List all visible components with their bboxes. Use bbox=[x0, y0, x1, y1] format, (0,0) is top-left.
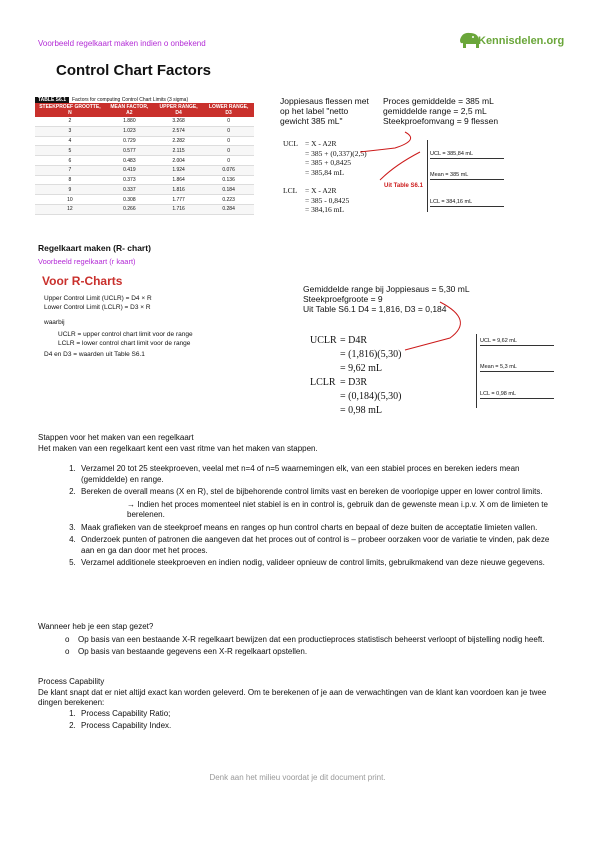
table-cell: 5 bbox=[35, 146, 105, 156]
table-body bbox=[35, 117, 254, 214]
list-item: o Op basis van een bestaande X-R regelkaart bewijzen dat een productieproces statistisch beheerst verloopt of bijstelling nodig heeft. bbox=[78, 635, 558, 646]
table-cell: 0.136 bbox=[203, 175, 254, 185]
eq-line: = X - A2R bbox=[305, 139, 337, 148]
list-item: 3. Maak grafieken van de steekproef means en ranges op hun control charts en bepaal of deze buiten de acceptatie limieten vallen. bbox=[78, 523, 558, 534]
list-item: 4. Onderzoek punten of patronen die aangeven dat het proces out of control is – probeer oorzaken voor de variatie te vinden, pak deze aan en ga dan door met het proces. bbox=[78, 535, 558, 556]
r-formula-line: UCLR = upper control chart limit voor de range bbox=[58, 331, 193, 338]
table-header: UPPER RANGE, D4 bbox=[154, 103, 203, 117]
r-box-title: Voor R-Charts bbox=[42, 274, 123, 288]
list-item: 1. Process Capability Ratio; bbox=[78, 709, 558, 720]
table-cell: 1.716 bbox=[154, 205, 203, 215]
xbar-lcl-equations bbox=[305, 186, 349, 215]
eq-line: = D3R bbox=[340, 377, 368, 388]
table-header: STEEKPROEF GROOTTE, N bbox=[35, 103, 105, 117]
table-cell: 7 bbox=[35, 165, 105, 175]
chart-axis bbox=[427, 140, 428, 212]
table-cell: 9 bbox=[35, 185, 105, 195]
factors-grid bbox=[35, 103, 254, 215]
table-row bbox=[35, 126, 254, 136]
eq-line: = D4R bbox=[340, 335, 368, 346]
list-item-text: Bereken de overall means (X en R), stel de bijbehorende control limits vast en bereken de voorlopige upper en lower control limits. bbox=[81, 487, 543, 496]
eq-line: = 385 + (0,337)(2,5) bbox=[305, 148, 367, 158]
r-lcl-equations bbox=[340, 376, 401, 418]
lcl-line: LCL = 384,16 mL bbox=[430, 199, 504, 207]
table-row bbox=[35, 165, 254, 175]
anno-line: Steekproefomvang = 9 flessen bbox=[383, 116, 499, 126]
eq-line: = (1,816)(5,30) bbox=[340, 349, 402, 360]
table-cell: 0.266 bbox=[105, 205, 154, 215]
table-cell: 4 bbox=[35, 136, 105, 146]
r-section-link[interactable]: Voorbeeld regelkaart (r kaart) bbox=[38, 257, 136, 266]
anno-line: Steekproefgroote = 9 bbox=[303, 294, 383, 304]
top-link[interactable]: Voorbeeld regelkaart maken indien o onbekend bbox=[38, 39, 206, 48]
table-row bbox=[35, 156, 254, 166]
table-cell: 0.577 bbox=[105, 146, 154, 156]
table-cell: 3 bbox=[35, 126, 105, 136]
table-row bbox=[35, 195, 254, 205]
xbar-ucl-label: UCL bbox=[283, 139, 298, 148]
chart-axis bbox=[476, 334, 477, 408]
table-tag: TABLE S6.1 bbox=[35, 97, 69, 103]
capability-title: Process Capability bbox=[38, 677, 105, 686]
steps-section bbox=[38, 433, 558, 571]
table-cell: 2.004 bbox=[154, 156, 203, 166]
anno-line: Joppiesaus flessen met bbox=[280, 96, 369, 106]
capability-section bbox=[38, 677, 558, 734]
xbar-lcl-label: LCL bbox=[283, 186, 298, 195]
step-note: → Indien het proces momenteel niet stabiel is en in control is, gebruik dan de gewenste mean i.p.v. X om de limieten te berelenen. bbox=[127, 499, 548, 519]
questions-section bbox=[38, 622, 558, 660]
table-cell: 12 bbox=[35, 205, 105, 215]
table-cell: 0.419 bbox=[105, 165, 154, 175]
table-cell: 8 bbox=[35, 175, 105, 185]
list-item: 1. Verzamel 20 tot 25 steekproeven, veelal met n=4 of n=5 waarnemingen elk, van een stabiel proces en bereken ieders mean (gemiddelde) en range. bbox=[78, 464, 558, 485]
table-row bbox=[35, 185, 254, 195]
page-title: Control Chart Factors bbox=[56, 62, 212, 79]
mean-line: Mean = 5,3 mL bbox=[480, 364, 554, 372]
table-cell: 1.864 bbox=[154, 175, 203, 185]
table-cell: 0.483 bbox=[105, 156, 154, 166]
table-row bbox=[35, 205, 254, 215]
table-cell: 0.308 bbox=[105, 195, 154, 205]
eq-line: = 385 - 0,8425 bbox=[305, 195, 350, 205]
list-item: o Op basis van bestaande gegevens een X-R regelkaart opstellen. bbox=[78, 647, 558, 658]
r-formula-line: Upper Control Limit (UCLR) = D4 × R bbox=[44, 295, 152, 302]
table-cell: 0.373 bbox=[105, 175, 154, 185]
xbar-context-right bbox=[383, 96, 498, 126]
r-formula-line: Lower Control Limit (LCLR) = D3 × R bbox=[44, 304, 151, 311]
steps-intro: Het maken van een regelkaart kent een vast ritme van het maken van stappen. bbox=[38, 443, 318, 453]
anno-line: Uit Table S6.1 D4 = 1,816, D3 = 0,184 bbox=[303, 304, 447, 314]
table-cell: 0 bbox=[203, 156, 254, 166]
questions-list bbox=[38, 635, 558, 658]
capability-text: De klant snapt dat er niet altijd exact kan worden geleverd. Om te berekenen of je aan de verwachtingen van de klant kan voordoen kan je twee dingen berekenen: bbox=[38, 687, 547, 707]
list-item bbox=[78, 487, 558, 521]
table-cell: 6 bbox=[35, 156, 105, 166]
xbar-context-left bbox=[280, 96, 369, 126]
table-cell: 0.284 bbox=[203, 205, 254, 215]
eq-line: = 0,98 mL bbox=[340, 405, 383, 416]
table-cell: 1.816 bbox=[154, 185, 203, 195]
anno-line: Proces gemiddelde = 385 mL bbox=[383, 96, 494, 106]
table-cell: 2.574 bbox=[154, 126, 203, 136]
table-cell: 2.282 bbox=[154, 136, 203, 146]
table-cell: 0.076 bbox=[203, 165, 254, 175]
lcl-line: LCL = 0,98 mL bbox=[480, 391, 554, 399]
table-cell: 1.777 bbox=[154, 195, 203, 205]
eq-line: = X - A2R bbox=[305, 186, 337, 195]
table-cell: 0 bbox=[203, 146, 254, 156]
r-ucl-equations bbox=[340, 334, 401, 376]
table-row bbox=[35, 146, 254, 156]
table-row bbox=[35, 175, 254, 185]
logo-text: Kennisdelen.org bbox=[478, 35, 565, 47]
anno-line: gewicht 385 mL" bbox=[280, 116, 343, 126]
ucl-line: UCL = 385,84 mL bbox=[430, 151, 504, 159]
anno-line: Gemiddelde range bij Joppiesaus = 5,30 mL bbox=[303, 284, 470, 294]
table-cell: 3.268 bbox=[154, 117, 203, 126]
steps-list bbox=[38, 464, 558, 569]
table-cell: 1.880 bbox=[105, 117, 154, 126]
mean-line: Mean = 385 mL bbox=[430, 172, 504, 180]
anno-line: gemiddelde range = 2,5 mL bbox=[383, 106, 487, 116]
r-chart-formulas bbox=[42, 274, 258, 412]
table-cell: 1.924 bbox=[154, 165, 203, 175]
eq-line: = 9,62 mL bbox=[340, 363, 383, 374]
eq-line: = 385,84 mL bbox=[305, 167, 345, 177]
factors-table bbox=[35, 97, 254, 215]
table-cell: 10 bbox=[35, 195, 105, 205]
table-cell: 0.337 bbox=[105, 185, 154, 195]
eq-line: = 385 + 0,8425 bbox=[305, 158, 351, 167]
table-caption-text: Factors for computing Control Chart Limits (3 sigma) bbox=[71, 97, 189, 103]
table-reference: Uit Table S6.1 bbox=[384, 183, 423, 189]
eq-line: = (0,184)(5,30) bbox=[340, 391, 402, 402]
r-section-title: Regelkaart maken (R- chart) bbox=[38, 243, 151, 253]
table-header: MEAN FACTOR, A2 bbox=[105, 103, 154, 117]
r-formula-line: waarbij bbox=[44, 319, 65, 326]
table-cell: 0.184 bbox=[203, 185, 254, 195]
table-row bbox=[35, 117, 254, 126]
table-cell: 0 bbox=[203, 126, 254, 136]
table-cell: 2.115 bbox=[154, 146, 203, 156]
r-formula-line: D4 en D3 = waarden uit Table S6.1 bbox=[44, 351, 145, 358]
list-item: 2. Process Capability Index. bbox=[78, 721, 558, 732]
table-cell: 0 bbox=[203, 136, 254, 146]
annotation-arrows bbox=[400, 300, 480, 370]
site-logo bbox=[458, 24, 576, 54]
table-row bbox=[35, 136, 254, 146]
steps-title: Stappen voor het maken van een regelkaart bbox=[38, 433, 194, 442]
table-cell: 1.023 bbox=[105, 126, 154, 136]
anno-line: op het label "netto bbox=[280, 106, 349, 116]
table-header: LOWER RANGE, D3 bbox=[203, 103, 254, 117]
annotation-arrows bbox=[340, 130, 440, 190]
table-cell: 0.729 bbox=[105, 136, 154, 146]
r-formula-line: LCLR = lower control chart limit voor de range bbox=[58, 340, 191, 347]
table-cell: 0.223 bbox=[203, 195, 254, 205]
questions-title: Wanneer heb je een stap gezet? bbox=[38, 622, 154, 631]
table-cell: 0 bbox=[203, 117, 254, 126]
r-ucl-label: UCLR bbox=[310, 335, 337, 346]
ucl-line: UCL = 9,62 mL bbox=[480, 338, 554, 346]
list-item: 5. Verzamel additionele steekproeven en indien nodig, valideer opnieuw de control limits, gebruikmakend van deze nieuwe gegevens. bbox=[78, 558, 558, 569]
capability-list bbox=[38, 709, 558, 732]
table-cell: 2 bbox=[35, 117, 105, 126]
r-lcl-label: LCLR bbox=[310, 377, 336, 388]
footer-note: Denk aan het milieu voordat je dit document print. bbox=[209, 773, 386, 782]
eq-line: = 384,16 mL bbox=[305, 205, 345, 214]
